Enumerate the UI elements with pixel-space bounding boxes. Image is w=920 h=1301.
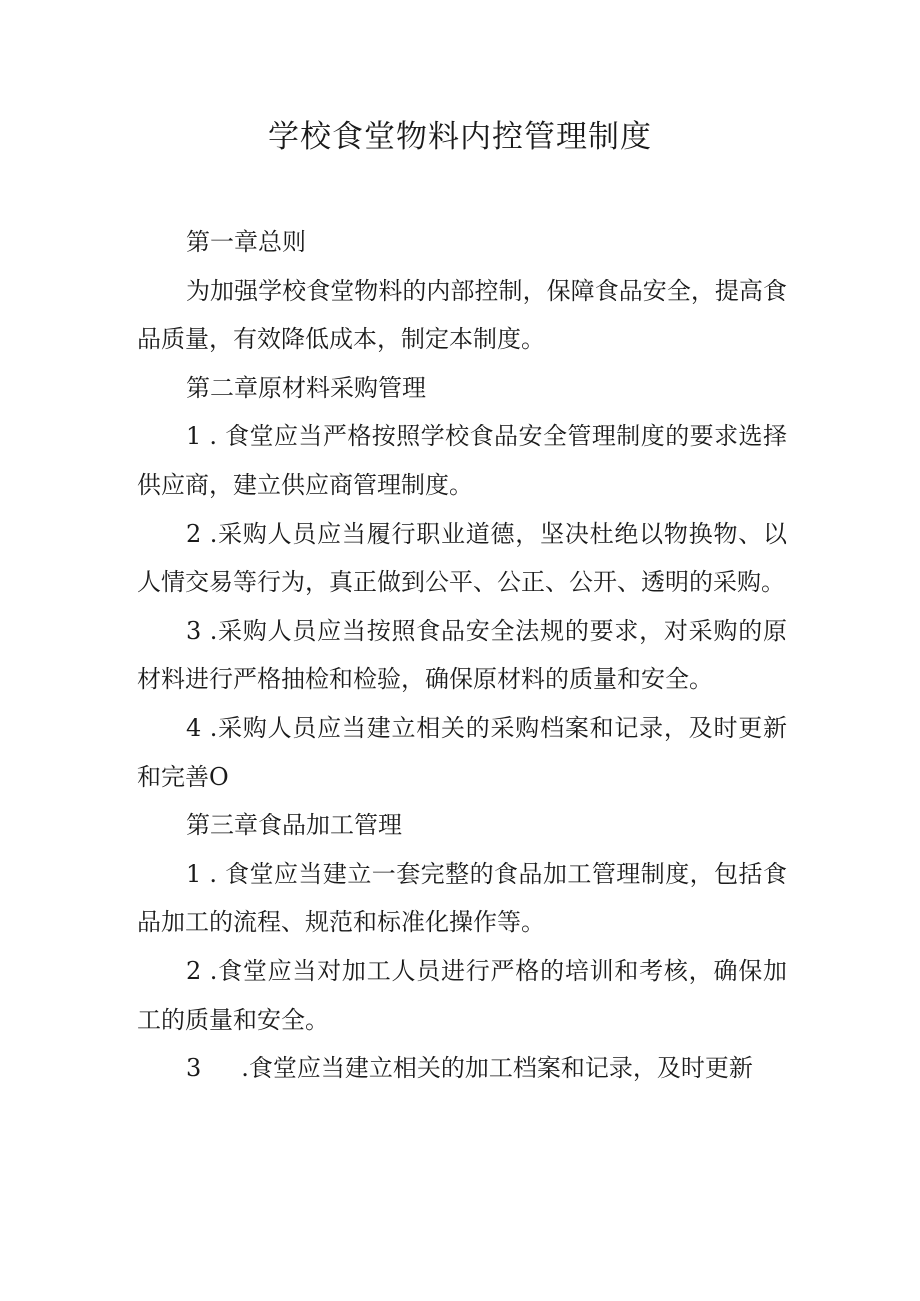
list-item	[137, 1044, 787, 1093]
item-text: .采购人员应当履行职业道德，坚决杜绝以物换物、以人情交易等行为，真正做到公平、公正、公开、透明的采购。	[137, 519, 787, 597]
item-text: .食堂应当对加工人员进行严格的培训和考核，确保加工的质量和安全。	[137, 956, 787, 1034]
list-item	[137, 607, 787, 704]
chapter-heading: 第二章原材料采购管理	[186, 373, 426, 402]
item-number: 2	[186, 956, 202, 985]
chapter-heading: 第三章食品加工管理	[186, 811, 402, 840]
paragraph: 为加强学校食堂物料的内部控制，保障食品安全，提高食品质量，有效降低成本，制定本制度。	[137, 276, 787, 354]
list-item	[137, 412, 787, 509]
item-number: 1	[186, 422, 202, 451]
item-text: . 食堂应当建立一套完整的食品加工管理制度，包括食品加工的流程、规范和标准化操作等。	[137, 859, 787, 937]
list-item	[137, 947, 787, 1044]
item-text: .食堂应当建立相关的加工档案和记录，及时更新	[241, 1054, 753, 1083]
document-title: 学校食堂物料内控管理制度	[268, 119, 652, 155]
document-body	[137, 218, 787, 1093]
item-text: .采购人员应当建立相关的采购档案和记录，及时更新和完善O	[137, 713, 787, 791]
item-number: 4	[186, 713, 202, 742]
item-number: 1	[186, 859, 202, 888]
list-item	[137, 850, 787, 947]
item-number: 3	[186, 616, 202, 645]
chapter-heading: 第一章总则	[186, 228, 306, 256]
item-text: . 食堂应当严格按照学校食品安全管理制度的要求选择供应商，建立供应商管理制度。	[137, 422, 787, 499]
item-text: .采购人员应当按照食品安全法规的要求，对采购的原材料进行严格抽检和检验，确保原材料的质量和安全。	[137, 616, 787, 694]
item-number: 3	[186, 1054, 202, 1083]
item-number: 2	[186, 519, 202, 548]
list-item	[137, 510, 787, 607]
list-item	[137, 704, 787, 801]
